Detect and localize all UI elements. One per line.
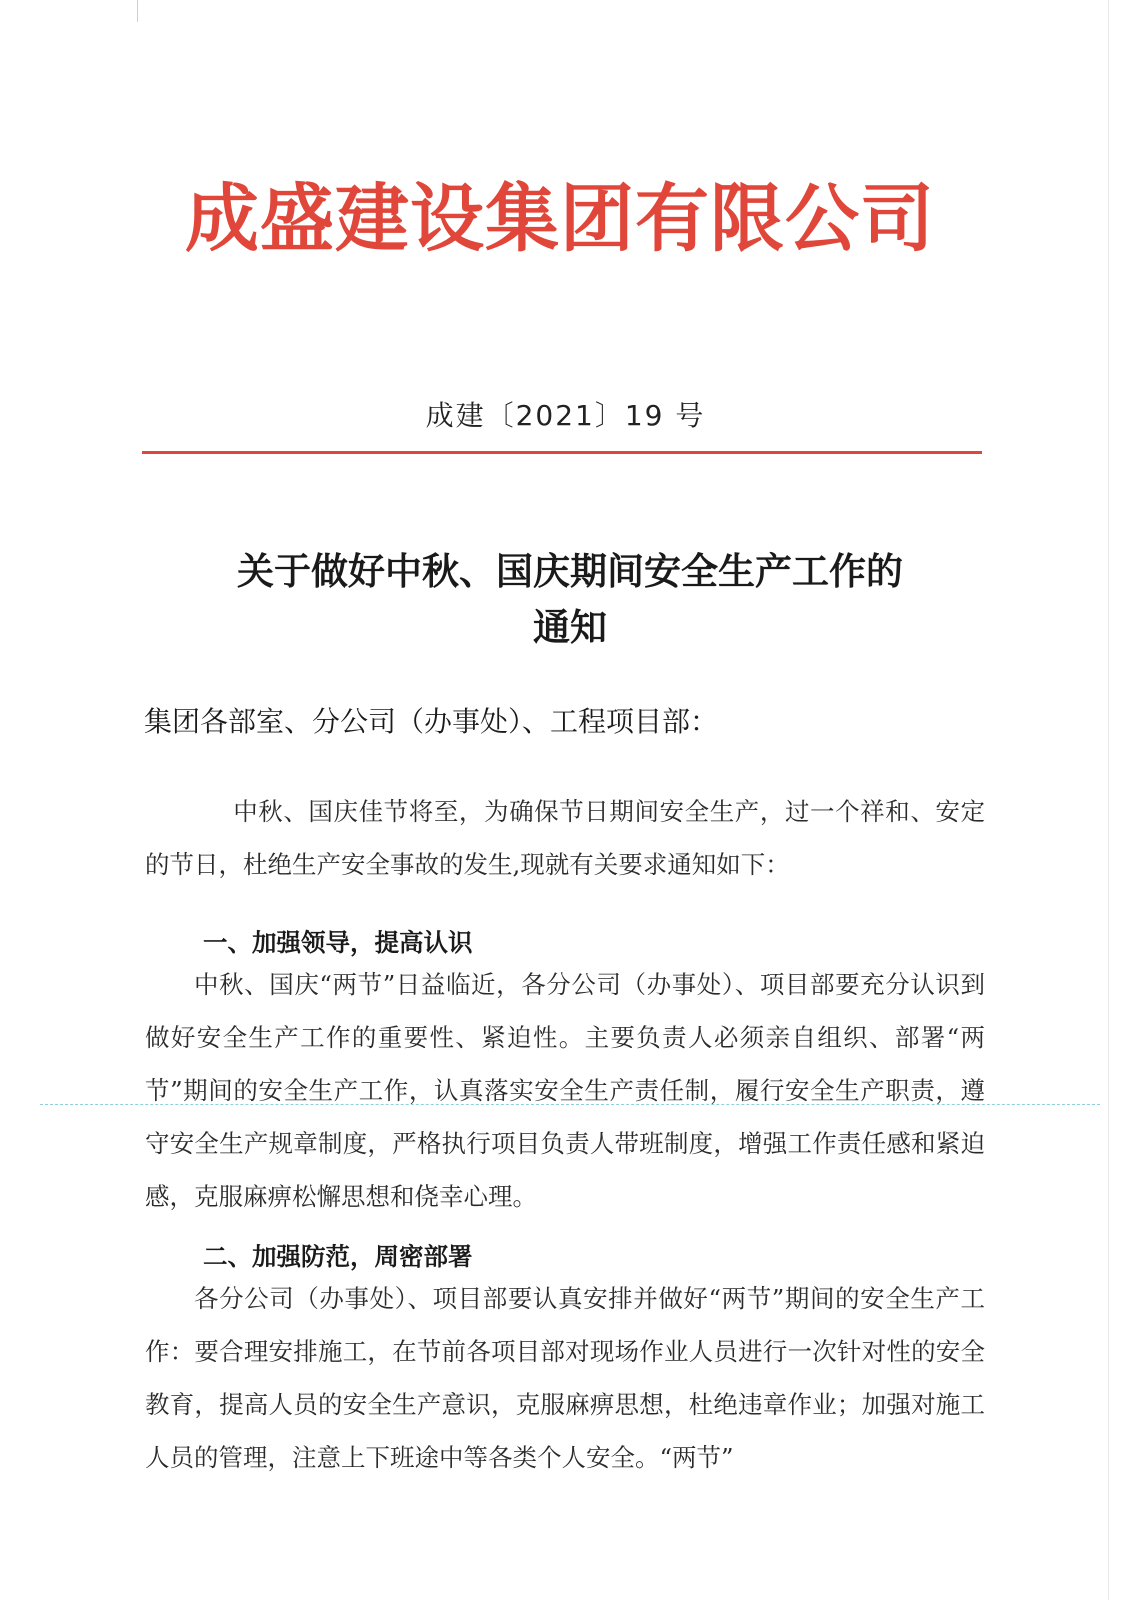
notice-title-line-1: 关于做好中秋、国庆期间安全生产工作的 [237, 550, 903, 593]
section-body-2: 各分公司（办事处）、项目部要认真安排并做好“两节”期间的安全生产工作：要合理安排施工，在节前各项目部对现场作业人员进行一次针对性的安全教育，提高人员的安全生产意识，克服麻痹思想，杜绝违章作业；加强对施工人员的管理，注意上下班途中等各类个人安全。“两节” [145, 1284, 985, 1472]
section-heading-2: 二、加强防范，周密部署 [203, 1242, 473, 1271]
letterhead-divider [142, 451, 982, 454]
scan-edge-mark [1108, 0, 1109, 1600]
notice-title [140, 544, 1000, 656]
document-number: 成建〔2021〕19 号 [425, 399, 706, 432]
notice-title-line-2: 通知 [533, 606, 607, 649]
addressee: 集团各部室、分公司（办事处）、工程项目部： [144, 705, 719, 738]
section-heading-1: 一、加强领导，提高认识 [203, 928, 473, 957]
section-body-1: 中秋、国庆“两节”日益临近，各分公司（办事处）、项目部要充分认识到做好安全生产工作的重要性、紧迫性。主要负责人必须亲自组织、部署“两节”期间的安全生产工作，认真落实安全生产责任制，履行安全生产职责，遵守安全生产规章制度，严格执行项目负责人带班制度，增强工作责任感和紧迫感，克服麻痹松懈思想和侥幸心理。 [145, 970, 985, 1211]
intro-paragraph: 中秋、国庆佳节将至，为确保节日期间安全生产，过一个祥和、安定的节日，杜绝生产安全事故的发生,现就有关要求通知如下： [145, 797, 985, 879]
scan-edge-mark [137, 0, 138, 22]
scan-fold-line [40, 1104, 1100, 1105]
company-letterhead: 成盛建设集团有限公司 [185, 176, 935, 262]
